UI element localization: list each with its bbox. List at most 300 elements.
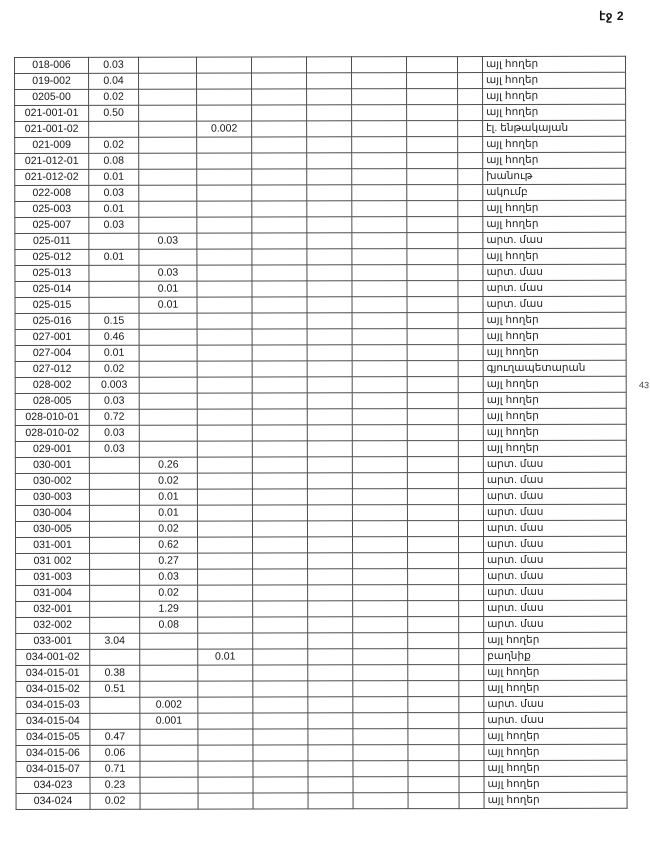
land-type-label: այլ հողեր (483, 408, 626, 424)
land-type-label: արտ. մաս (483, 232, 626, 248)
empty-cell (307, 441, 352, 457)
parcel-code: 019-002 (15, 73, 89, 89)
empty-cell (253, 665, 308, 681)
empty-cell (253, 745, 308, 761)
table-row (16, 696, 627, 713)
empty-cell (407, 105, 458, 121)
empty-cell (458, 201, 483, 217)
empty-cell (307, 249, 352, 265)
land-type-label: այլ հողեր (484, 760, 627, 776)
land-type-label: արտ. մաս (483, 472, 626, 488)
area-value-col2 (139, 441, 197, 457)
empty-cell (407, 137, 458, 153)
empty-cell (352, 473, 407, 489)
empty-cell (252, 265, 307, 281)
empty-cell (253, 729, 308, 745)
empty-cell (408, 713, 459, 729)
area-value-col3 (197, 137, 252, 153)
empty-cell (459, 649, 484, 665)
empty-cell (408, 665, 459, 681)
empty-cell (407, 505, 458, 521)
area-value-col1 (89, 473, 139, 489)
empty-cell (459, 713, 484, 729)
land-type-label: այլ հողեր (484, 632, 627, 648)
land-type-label: այլ հողեր (484, 744, 627, 760)
empty-cell (408, 585, 459, 601)
empty-cell (308, 793, 353, 809)
area-value-col1: 0.03 (89, 393, 139, 409)
table-row (16, 776, 627, 793)
empty-cell (353, 601, 408, 617)
empty-cell (252, 457, 307, 473)
empty-cell (252, 473, 307, 489)
area-value-col1 (90, 585, 140, 601)
empty-cell (459, 697, 484, 713)
empty-cell (252, 425, 307, 441)
parcel-code: 025-016 (15, 313, 89, 329)
land-type-label: էլ. ենթակայան (483, 120, 626, 136)
table-row (16, 728, 627, 745)
area-value-col3 (197, 105, 252, 121)
empty-cell (253, 681, 308, 697)
table-row (15, 360, 626, 377)
empty-cell (252, 313, 307, 329)
parcel-code: 034-015-03 (16, 697, 90, 713)
empty-cell (352, 457, 407, 473)
area-value-col3 (197, 313, 252, 329)
empty-cell (407, 377, 458, 393)
area-value-col2 (140, 665, 198, 681)
area-value-col1: 0.01 (89, 249, 139, 265)
area-value-col2 (140, 777, 198, 793)
empty-cell (307, 265, 352, 281)
empty-cell (352, 281, 407, 297)
table-row (16, 584, 627, 601)
empty-cell (458, 441, 483, 457)
land-type-label: այլ հողեր (483, 88, 626, 104)
area-value-col2 (139, 185, 197, 201)
empty-cell (252, 57, 307, 73)
area-value-col1: 0.38 (90, 665, 140, 681)
empty-cell (407, 457, 458, 473)
empty-cell (407, 57, 458, 73)
empty-cell (253, 761, 308, 777)
table-row (16, 600, 627, 617)
empty-cell (307, 105, 352, 121)
empty-cell (307, 489, 352, 505)
area-value-col2 (139, 169, 197, 185)
parcel-code: 032-001 (16, 601, 90, 617)
area-value-col2: 1.29 (140, 601, 198, 617)
table-row (15, 376, 626, 393)
empty-cell (407, 217, 458, 233)
empty-cell (352, 185, 407, 201)
empty-cell (308, 665, 353, 681)
empty-cell (408, 553, 459, 569)
land-type-label: արտ. մաս (484, 712, 627, 728)
area-value-col2 (140, 745, 198, 761)
empty-cell (307, 393, 352, 409)
area-value-col1 (89, 297, 139, 313)
parcel-code: 028-010-01 (15, 409, 89, 425)
parcel-code: 030-005 (15, 521, 89, 537)
area-value-col3 (198, 713, 253, 729)
empty-cell (252, 153, 307, 169)
empty-cell (458, 505, 483, 521)
empty-cell (308, 601, 353, 617)
empty-cell (252, 233, 307, 249)
empty-cell (307, 89, 352, 105)
area-value-col3 (198, 777, 253, 793)
empty-cell (458, 89, 483, 105)
area-value-col2 (140, 649, 198, 665)
empty-cell (308, 729, 353, 745)
empty-cell (353, 777, 408, 793)
empty-cell (307, 505, 352, 521)
parcel-code: 025-015 (15, 297, 89, 313)
empty-cell (307, 217, 352, 233)
area-value-col2: 0.03 (139, 265, 197, 281)
area-value-col1 (90, 553, 140, 569)
empty-cell (458, 153, 483, 169)
parcel-code: 021-012-01 (15, 153, 89, 169)
parcel-code: 028-002 (15, 377, 89, 393)
area-value-col1 (90, 649, 140, 665)
empty-cell (253, 697, 308, 713)
empty-cell (252, 249, 307, 265)
empty-cell (353, 633, 408, 649)
empty-cell (308, 761, 353, 777)
table-body (15, 56, 628, 809)
empty-cell (352, 73, 407, 89)
empty-cell (352, 57, 407, 73)
empty-cell (459, 681, 484, 697)
empty-cell (458, 73, 483, 89)
empty-cell (458, 169, 483, 185)
land-type-label: արտ. մաս (484, 584, 627, 600)
area-value-col3 (198, 761, 253, 777)
empty-cell (307, 329, 352, 345)
land-type-label: արտ. մաս (484, 536, 627, 552)
area-value-col2: 0.01 (139, 505, 197, 521)
empty-cell (459, 665, 484, 681)
table-row (15, 440, 626, 457)
area-value-col1: 0.03 (89, 185, 139, 201)
empty-cell (253, 793, 308, 809)
land-type-label: այլ հողեր (483, 200, 626, 216)
empty-cell (407, 521, 458, 537)
land-type-label: արտ. մաս (483, 264, 626, 280)
area-value-col2 (139, 153, 197, 169)
area-value-col2: 0.01 (139, 281, 197, 297)
area-value-col2: 0.001 (140, 713, 198, 729)
empty-cell (407, 233, 458, 249)
table-row (15, 504, 626, 521)
area-value-col1: 0.02 (90, 793, 140, 809)
empty-cell (458, 329, 483, 345)
empty-cell (408, 649, 459, 665)
parcel-code: 027-004 (15, 345, 89, 361)
empty-cell (407, 313, 458, 329)
empty-cell (307, 297, 352, 313)
empty-cell (458, 265, 483, 281)
table-row (15, 328, 626, 345)
area-value-col3 (197, 409, 252, 425)
empty-cell (408, 761, 459, 777)
land-type-label: այլ հողեր (484, 664, 627, 680)
empty-cell (458, 297, 483, 313)
empty-cell (408, 729, 459, 745)
parcel-code: 032-002 (16, 617, 90, 633)
empty-cell (352, 425, 407, 441)
empty-cell (458, 281, 483, 297)
empty-cell (352, 201, 407, 217)
empty-cell (458, 409, 483, 425)
land-type-label: այլ հողեր (483, 104, 626, 120)
empty-cell (458, 185, 483, 201)
area-value-col3 (197, 217, 252, 233)
table-row (16, 632, 627, 649)
table-row (15, 392, 626, 409)
area-value-col2 (139, 217, 197, 233)
land-type-label: արտ. մաս (483, 504, 626, 520)
area-value-col1 (89, 233, 139, 249)
land-type-label: բաղնիք (484, 648, 627, 664)
area-value-col3 (197, 73, 252, 89)
area-value-col2: 0.62 (140, 537, 198, 553)
empty-cell (252, 201, 307, 217)
empty-cell (253, 569, 308, 585)
parcel-code: 030-003 (15, 489, 89, 505)
empty-cell (407, 441, 458, 457)
empty-cell (352, 345, 407, 361)
parcel-code: 033-001 (16, 633, 90, 649)
area-value-col1 (89, 521, 139, 537)
area-value-col3 (197, 233, 252, 249)
area-value-col2 (139, 329, 197, 345)
area-value-col2 (140, 793, 198, 809)
area-value-col2: 0.26 (139, 457, 197, 473)
table-row (15, 184, 626, 201)
table-row (16, 664, 627, 681)
area-value-col1 (90, 697, 140, 713)
empty-cell (407, 153, 458, 169)
empty-cell (353, 793, 408, 809)
land-type-label: արտ. մաս (483, 520, 626, 536)
empty-cell (308, 617, 353, 633)
area-value-col1: 0.50 (89, 105, 139, 121)
empty-cell (253, 649, 308, 665)
empty-cell (458, 361, 483, 377)
parcel-code: 030-001 (15, 457, 89, 473)
area-value-col2: 0.02 (139, 473, 197, 489)
table-row (16, 616, 627, 633)
table-row (15, 264, 626, 281)
empty-cell (459, 569, 484, 585)
empty-cell (408, 633, 459, 649)
area-value-col3: 0.01 (198, 649, 253, 665)
empty-cell (352, 105, 407, 121)
empty-cell (252, 489, 307, 505)
empty-cell (252, 441, 307, 457)
parcel-code: 025-011 (15, 233, 89, 249)
land-type-label: արտ. մաս (484, 616, 627, 632)
parcel-code: 029-001 (15, 441, 89, 457)
empty-cell (458, 425, 483, 441)
land-type-label: այլ հողեր (484, 776, 627, 792)
area-value-col3 (198, 569, 253, 585)
empty-cell (252, 137, 307, 153)
empty-cell (307, 473, 352, 489)
table-row (16, 536, 627, 553)
area-value-col1 (90, 601, 140, 617)
area-value-col2 (139, 201, 197, 217)
area-value-col2: 0.08 (140, 617, 198, 633)
area-value-col2 (139, 105, 197, 121)
empty-cell (352, 393, 407, 409)
empty-cell (458, 457, 483, 473)
table-row (15, 168, 626, 185)
area-value-col3 (197, 153, 252, 169)
area-value-col3 (197, 441, 252, 457)
area-value-col3 (198, 553, 253, 569)
area-value-col2 (140, 633, 198, 649)
area-value-col3 (198, 537, 253, 553)
empty-cell (408, 681, 459, 697)
empty-cell (459, 777, 484, 793)
empty-cell (307, 361, 352, 377)
table-row (15, 152, 626, 169)
empty-cell (407, 329, 458, 345)
table-row (16, 792, 627, 809)
area-value-col1: 0.003 (89, 377, 139, 393)
parcel-code: 028-010-02 (15, 425, 89, 441)
area-value-col2 (139, 345, 197, 361)
land-type-label: այլ հողեր (483, 328, 626, 344)
table-row (16, 712, 627, 729)
area-value-col1: 0.15 (89, 313, 139, 329)
area-value-col3 (198, 697, 253, 713)
empty-cell (408, 745, 459, 761)
area-value-col2: 0.01 (139, 489, 197, 505)
parcel-code: 021-009 (15, 137, 89, 153)
area-value-col3 (198, 745, 253, 761)
empty-cell (253, 633, 308, 649)
table-row (15, 72, 626, 89)
empty-cell (458, 345, 483, 361)
empty-cell (353, 761, 408, 777)
parcel-code: 028-005 (15, 393, 89, 409)
area-value-col1 (89, 489, 139, 505)
empty-cell (353, 569, 408, 585)
empty-cell (307, 121, 352, 137)
empty-cell (352, 233, 407, 249)
empty-cell (408, 793, 459, 809)
empty-cell (353, 713, 408, 729)
area-value-col2 (139, 377, 197, 393)
area-value-col2 (139, 89, 197, 105)
table-row (15, 472, 626, 489)
table-row (15, 296, 626, 313)
land-type-label: արտ. մաս (483, 488, 626, 504)
parcel-code: 034-023 (16, 777, 90, 793)
empty-cell (352, 489, 407, 505)
area-value-col1: 0.23 (90, 777, 140, 793)
land-type-label: այլ հողեր (484, 792, 627, 808)
area-value-col1 (90, 617, 140, 633)
empty-cell (352, 153, 407, 169)
empty-cell (407, 89, 458, 105)
empty-cell (407, 121, 458, 137)
area-value-col2 (139, 249, 197, 265)
land-type-label: այլ հողեր (483, 344, 626, 360)
area-value-col2 (139, 73, 197, 89)
empty-cell (458, 521, 483, 537)
parcel-code: 018-006 (15, 57, 89, 73)
area-value-col1: 0.06 (90, 745, 140, 761)
empty-cell (459, 617, 484, 633)
empty-cell (352, 329, 407, 345)
empty-cell (353, 649, 408, 665)
empty-cell (252, 73, 307, 89)
empty-cell (407, 345, 458, 361)
area-value-col3: 0.002 (197, 121, 252, 137)
area-value-col2 (139, 57, 197, 73)
land-type-label: այլ հողեր (483, 152, 626, 168)
empty-cell (458, 393, 483, 409)
area-value-col3 (197, 281, 252, 297)
empty-cell (253, 553, 308, 569)
area-value-col1: 0.01 (89, 201, 139, 217)
empty-cell (458, 57, 483, 73)
area-value-col3 (197, 489, 252, 505)
parcel-code: 034-024 (16, 793, 90, 809)
empty-cell (307, 153, 352, 169)
empty-cell (307, 185, 352, 201)
parcel-code: 021-001-02 (15, 121, 89, 137)
area-value-col1: 0.04 (89, 73, 139, 89)
empty-cell (352, 121, 407, 137)
area-value-col1: 3.04 (90, 633, 140, 649)
empty-cell (458, 217, 483, 233)
area-value-col2 (139, 361, 197, 377)
parcel-code: 031-003 (16, 569, 90, 585)
parcel-code: 030-002 (15, 473, 89, 489)
area-value-col3 (197, 249, 252, 265)
empty-cell (252, 361, 307, 377)
empty-cell (459, 761, 484, 777)
land-type-label: ակումբ (483, 184, 626, 200)
page-number: էջ 2 (599, 9, 624, 23)
area-value-col3 (197, 185, 252, 201)
area-value-col3 (197, 297, 252, 313)
table-row (15, 200, 626, 217)
empty-cell (459, 729, 484, 745)
area-value-col2 (140, 761, 198, 777)
empty-cell (459, 553, 484, 569)
area-value-col3 (197, 505, 252, 521)
empty-cell (408, 569, 459, 585)
parcel-code: 025-003 (15, 201, 89, 217)
land-type-label: այլ հողեր (483, 248, 626, 264)
area-value-col1: 0.03 (89, 57, 139, 73)
empty-cell (252, 505, 307, 521)
empty-cell (459, 745, 484, 761)
empty-cell (459, 633, 484, 649)
empty-cell (252, 409, 307, 425)
empty-cell (252, 521, 307, 537)
empty-cell (458, 137, 483, 153)
